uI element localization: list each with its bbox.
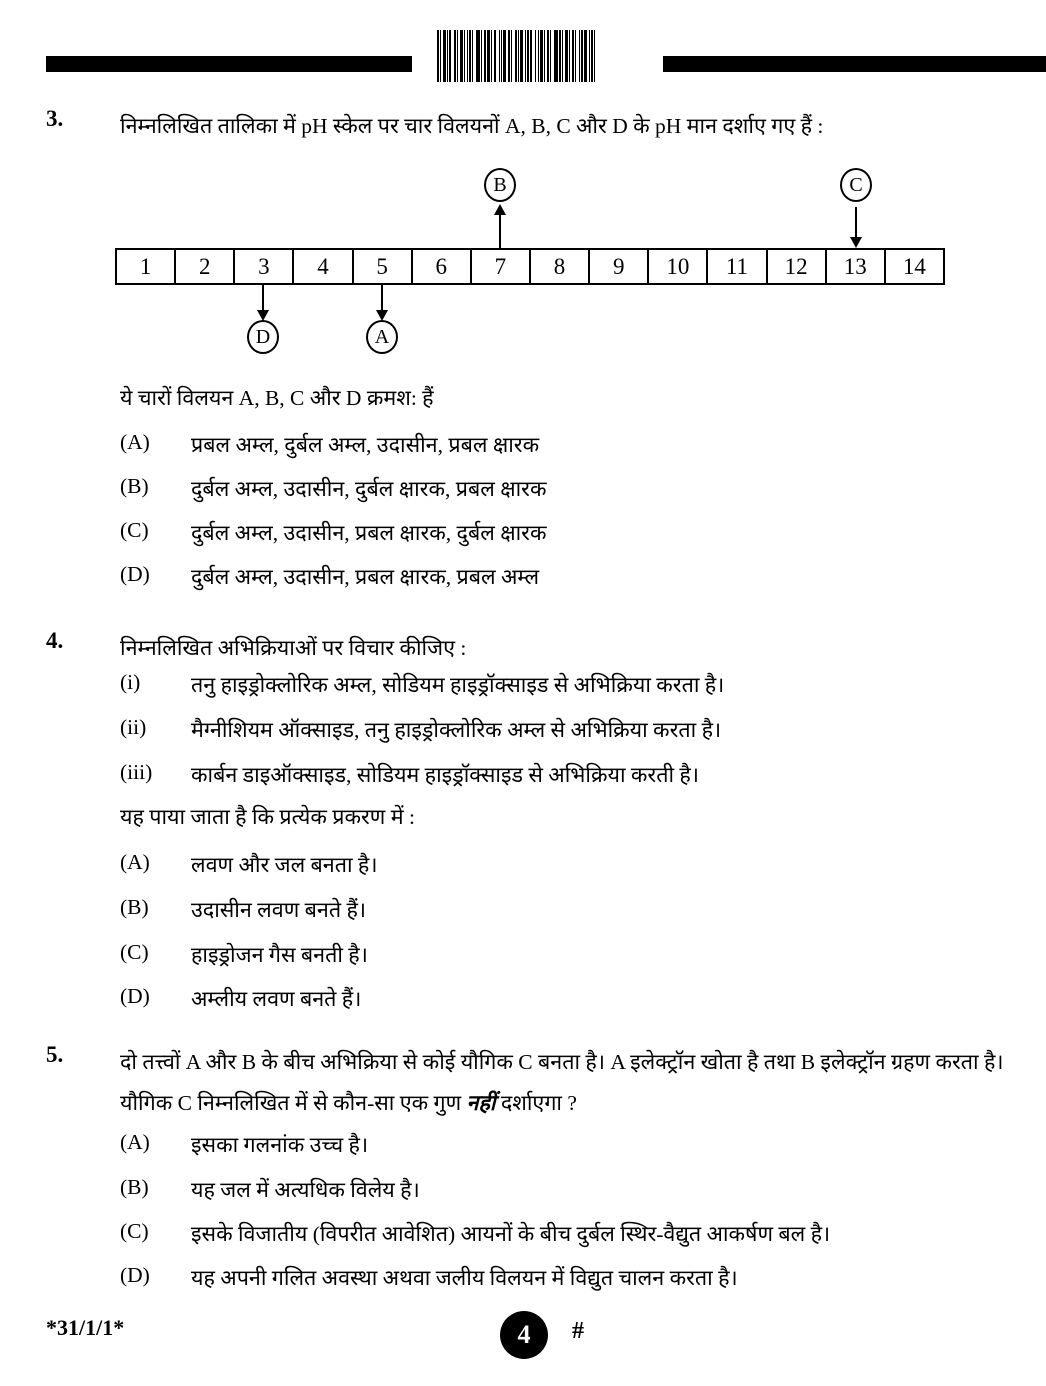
option-letter: (C) bbox=[120, 940, 149, 964]
scale-cell: 4 bbox=[294, 250, 353, 283]
hash-symbol: # bbox=[572, 1318, 584, 1344]
marker-circle-a: A bbox=[366, 320, 398, 354]
item-text: मैग्नीशियम ऑक्साइड, तनु हाइड्रोक्लोरिक अम्ल से अभिक्रिया करता है। bbox=[191, 718, 722, 742]
marker-circle-d: D bbox=[247, 320, 279, 354]
question-4-text: निम्नलिखित अभिक्रियाओं पर विचार कीजिए : bbox=[120, 636, 467, 660]
option-text: दुर्बल अम्ल, उदासीन, प्रबल क्षारक, प्रबल अम्ल bbox=[191, 565, 540, 589]
header-bar-left bbox=[46, 56, 412, 72]
scale-cell: 9 bbox=[590, 250, 649, 283]
option-letter: (D) bbox=[120, 984, 150, 1008]
question-3-text: निम्नलिखित तालिका में pH स्केल पर चार विलयनों A, B, C और D के pH मान दर्शाए गए हैं : bbox=[120, 114, 824, 138]
arrow-line-b bbox=[499, 214, 501, 248]
option-letter: (C) bbox=[120, 1219, 149, 1243]
scale-cell: 5 bbox=[354, 250, 413, 283]
option-text: अम्लीय लवण बनते हैं। bbox=[191, 987, 362, 1011]
header-bar-right bbox=[663, 56, 1046, 72]
option-text: यह जल में अत्यधिक विलेय है। bbox=[191, 1178, 420, 1202]
option-letter: (A) bbox=[120, 850, 150, 874]
marker-circle-b: B bbox=[484, 168, 516, 202]
question-4-stem: यह पाया जाता है कि प्रत्येक प्रकरण में : bbox=[120, 805, 415, 829]
scale-cell: 8 bbox=[531, 250, 590, 283]
question-5-text-emphasis: नहीं bbox=[466, 1091, 496, 1115]
option-text: हाइड्रोजन गैस बनती है। bbox=[191, 943, 368, 967]
item-text: कार्बन डाइऑक्साइड, सोडियम हाइड्रॉक्साइड से अभिक्रिया करती है। bbox=[191, 763, 699, 787]
option-text: दुर्बल अम्ल, उदासीन, दुर्बल क्षारक, प्रबल क्षारक bbox=[191, 477, 547, 501]
scale-cell: 11 bbox=[708, 250, 767, 283]
marker-circle-c: C bbox=[840, 168, 872, 202]
question-3-stem: ये चारों विलयन A, B, C और D क्रमश: हैं bbox=[120, 386, 434, 410]
item-label: (iii) bbox=[120, 760, 153, 784]
scale-cell: 1 bbox=[117, 250, 176, 283]
option-letter: (B) bbox=[120, 895, 149, 919]
item-label: (i) bbox=[120, 670, 141, 694]
question-5-text bbox=[120, 1042, 1015, 1124]
footer-paper-code: *31/1/1* bbox=[46, 1315, 125, 1340]
arrow-line-a bbox=[381, 285, 383, 310]
item-label: (ii) bbox=[120, 715, 147, 739]
option-letter: (D) bbox=[120, 562, 150, 586]
scale-cell: 14 bbox=[902, 253, 926, 279]
item-text: तनु हाइड्रोक्लोरिक अम्ल, सोडियम हाइड्रॉक्साइड से अभिक्रिया करता है। bbox=[191, 673, 725, 697]
scale-cell: 2 bbox=[176, 250, 235, 283]
option-letter: (B) bbox=[120, 1175, 149, 1199]
down-arrow-icon bbox=[850, 237, 862, 248]
question-3-number: 3. bbox=[46, 106, 64, 131]
option-text: इसका गलनांक उच्च है। bbox=[191, 1133, 369, 1157]
ph-scale-table bbox=[115, 248, 945, 285]
scale-cell: 13 bbox=[827, 250, 886, 283]
scale-cell: 7 bbox=[472, 250, 531, 283]
scale-cell: 10 bbox=[649, 250, 708, 283]
option-letter: (A) bbox=[120, 430, 150, 454]
scale-cell: 12 bbox=[768, 250, 827, 283]
option-letter: (B) bbox=[120, 474, 149, 498]
option-letter: (A) bbox=[120, 1130, 150, 1154]
scale-cell: 3 bbox=[235, 250, 294, 283]
arrow-line-c bbox=[855, 207, 857, 237]
arrow-line-d bbox=[262, 285, 264, 310]
option-text: यह अपनी गलित अवस्था अथवा जलीय विलयन में विद्युत चालन करता है। bbox=[191, 1266, 738, 1290]
question-4-number: 4. bbox=[46, 628, 64, 653]
option-letter: (C) bbox=[120, 518, 149, 542]
option-text: लवण और जल बनता है। bbox=[191, 853, 378, 877]
question-5-number: 5. bbox=[46, 1042, 64, 1067]
option-letter: (D) bbox=[120, 1263, 150, 1287]
question-5-text-pre: दो तत्त्वों A और B के बीच अभिक्रिया से कोई यौगिक C बनता है। A इलेक्ट्रॉन खोता है तथा B इलेक्ट्रॉन ग्रहण करता है। यौगिक C निम्नलिखित में से कौन-सा एक गुण bbox=[120, 1050, 1004, 1115]
option-text: दुर्बल अम्ल, उदासीन, प्रबल क्षारक, दुर्बल क्षारक bbox=[191, 521, 547, 545]
scale-cell: 6 bbox=[413, 250, 472, 283]
option-text: इसके विजातीय (विपरीत आवेशित) आयनों के बीच दुर्बल स्थिर-वैद्युत आकर्षण बल है। bbox=[191, 1222, 831, 1246]
question-5-text-post: दर्शाएगा ? bbox=[495, 1091, 577, 1115]
option-text: उदासीन लवण बनते हैं। bbox=[191, 898, 367, 922]
barcode bbox=[437, 30, 637, 82]
option-text: प्रबल अम्ल, दुर्बल अम्ल, उदासीन, प्रबल क्षारक bbox=[191, 433, 540, 457]
page-number-badge: 4 bbox=[500, 1311, 548, 1359]
